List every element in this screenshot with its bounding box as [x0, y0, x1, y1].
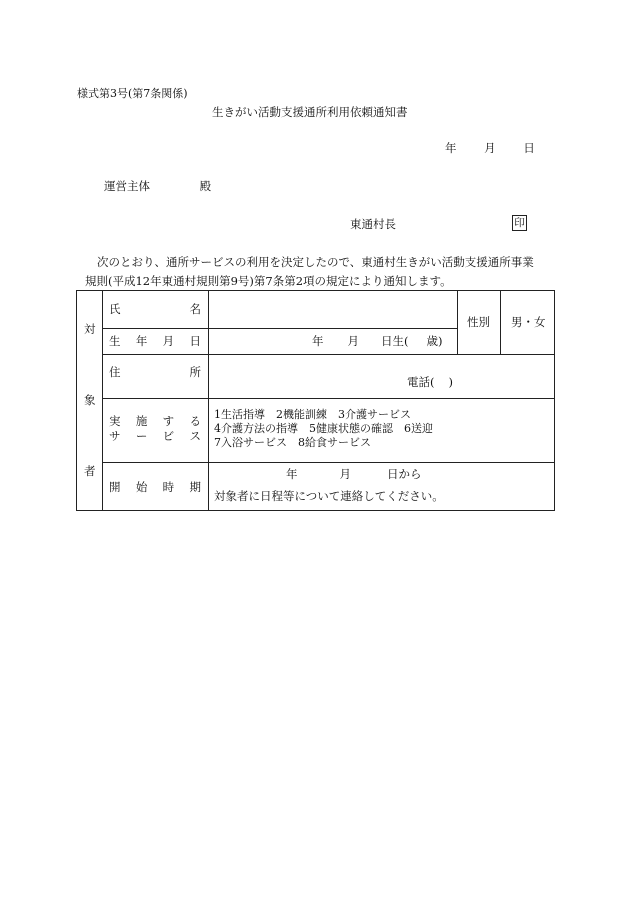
table-divider: [102, 328, 457, 329]
phone-label: 電話(: [407, 375, 435, 389]
service-label-line-1: [109, 416, 201, 428]
table-divider: [102, 291, 103, 510]
table-divider: [500, 291, 501, 354]
start-date: [286, 469, 422, 481]
service-list-item: 1生活指導 2機能訓練 3介護サービス: [214, 408, 411, 421]
notice-body: [85, 253, 565, 291]
label-char: 月: [162, 334, 175, 348]
service-list-item: 4介護方法の指導 5健康状態の確認 6送迎: [214, 422, 433, 435]
start-label: [109, 482, 201, 494]
label-char: 生: [109, 334, 121, 348]
birth-year: 年: [312, 334, 324, 348]
addressee: [104, 181, 211, 193]
service-label-line-2: [109, 431, 201, 443]
side-header-char: 象: [84, 393, 96, 407]
label-char: 氏: [109, 302, 121, 316]
label-char: 開: [109, 480, 121, 494]
label-char: 施: [135, 414, 148, 428]
label-char: 日: [189, 334, 201, 348]
table-divider: [457, 291, 458, 354]
address-label: [109, 367, 201, 379]
start-year: 年: [286, 467, 298, 481]
document-title: 生きがい活動支援通所利用依頼通知書: [212, 105, 408, 119]
label-char: 時: [162, 480, 175, 494]
addressee-honorific: 殿: [199, 179, 212, 193]
date-day: 日: [523, 141, 535, 155]
notice-body-line-1: 次のとおり、通所サービスの利用を決定したので、東通村生きがい活動支援通所事業: [97, 255, 534, 269]
form-number: 様式第3号(第7条関係): [77, 87, 188, 100]
side-header-char: 者: [84, 464, 96, 478]
notice-body-line-2: 規則(平成12年東通村規則第9号)第7条第2項の規定により通知します。: [85, 274, 452, 288]
label-char: ス: [189, 429, 201, 443]
recipient-table: [76, 290, 555, 511]
label-char: る: [189, 414, 201, 428]
start-note: 対象者に日程等について連絡してください。: [214, 489, 444, 503]
side-header-char: 対: [84, 322, 96, 336]
start-day: 日から: [387, 467, 422, 481]
birthdate-value: [312, 336, 443, 348]
date-month: 月: [484, 141, 496, 155]
label-char: 住: [109, 365, 121, 379]
birth-day: 日生(: [381, 334, 409, 348]
birth-age: 歳): [426, 334, 443, 348]
sex-label: 性別: [467, 315, 490, 329]
label-char: 所: [189, 365, 201, 379]
issuer-name: 東通村長: [350, 217, 396, 231]
service-list-item: 7入浴サービス 8給食サービス: [214, 436, 371, 449]
table-divider: [102, 462, 554, 463]
phone-field: [407, 377, 453, 389]
phone-close: ): [448, 375, 453, 389]
label-char: 名: [189, 302, 201, 316]
birthdate-label: [109, 336, 201, 348]
label-char: す: [162, 414, 175, 428]
service-list: [214, 408, 433, 450]
table-divider: [102, 398, 554, 399]
label-char: 期: [189, 480, 201, 494]
label-char: 年: [135, 334, 148, 348]
name-label: [109, 304, 201, 316]
sex-value: 男・女: [511, 315, 546, 329]
date-year: 年: [445, 141, 457, 155]
issue-date: [445, 143, 535, 155]
label-char: サ: [109, 429, 121, 443]
label-char: ー: [135, 429, 148, 443]
label-char: 実: [109, 414, 121, 428]
birth-month: 月: [347, 334, 359, 348]
table-divider: [102, 354, 554, 355]
label-char: ビ: [162, 429, 175, 443]
start-month: 月: [339, 467, 351, 481]
addressee-label: 運営主体: [104, 179, 150, 193]
seal-mark: 印: [512, 215, 527, 231]
label-char: 始: [135, 480, 148, 494]
table-divider: [208, 291, 209, 510]
